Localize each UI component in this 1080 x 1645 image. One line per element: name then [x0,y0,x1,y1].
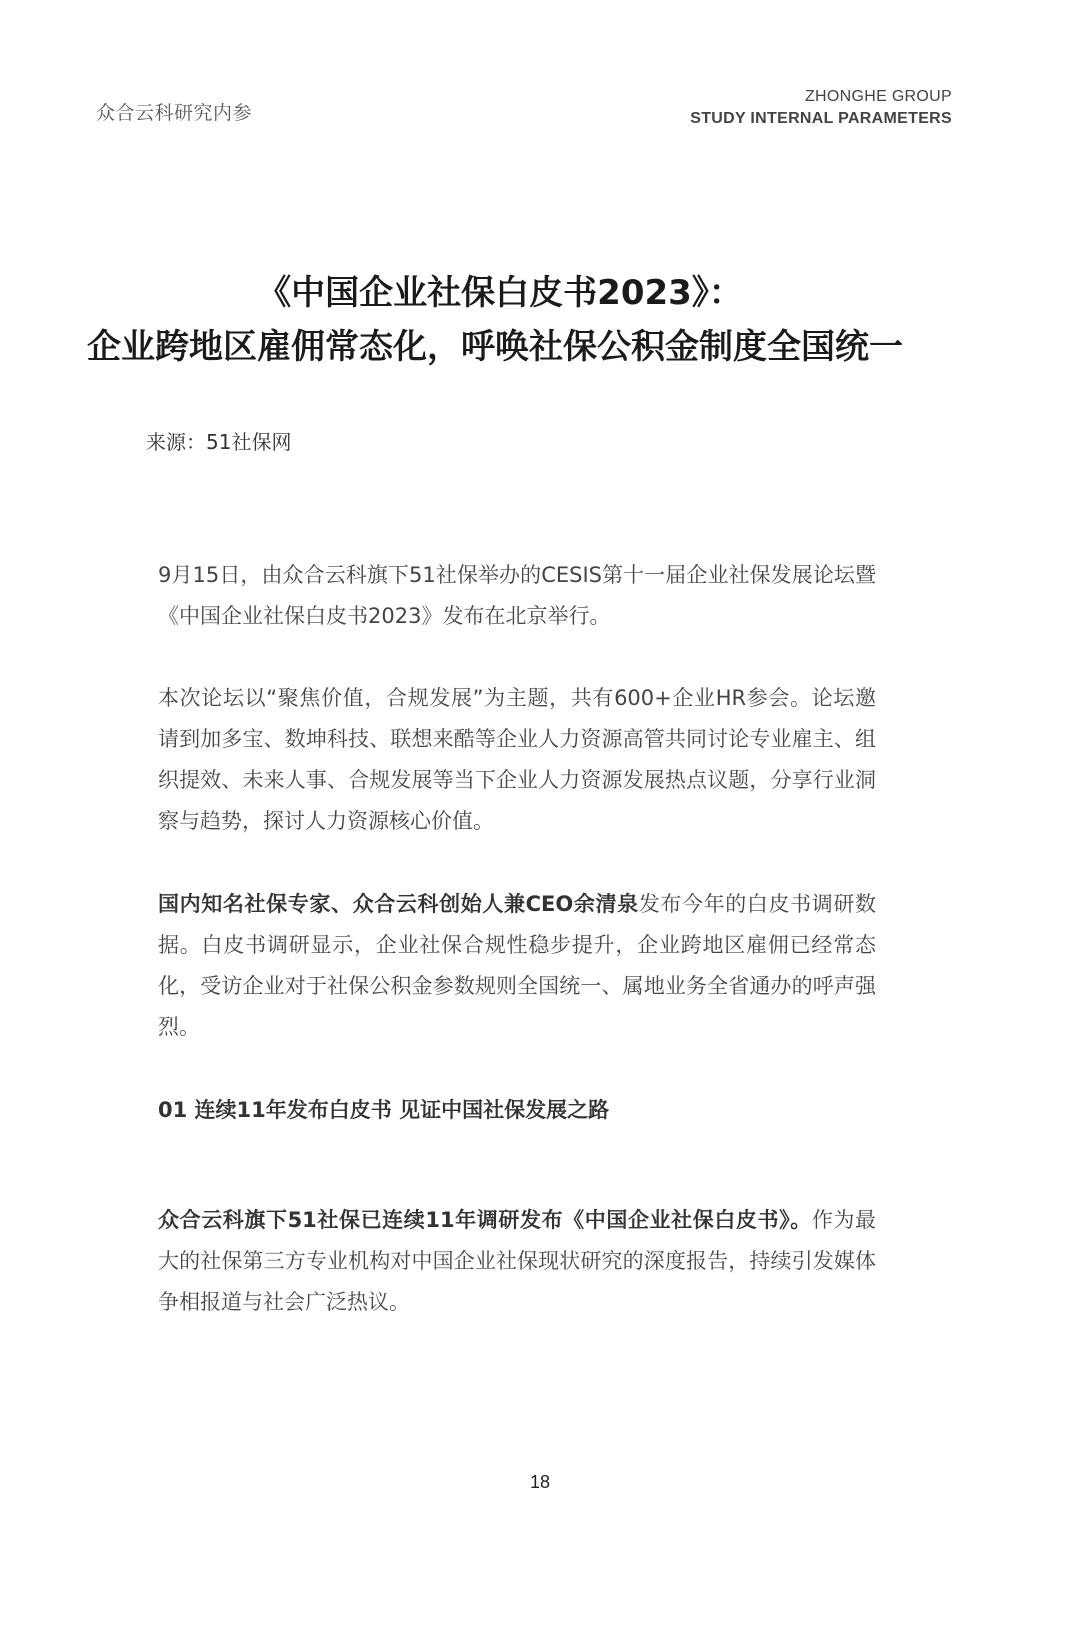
publisher-block [690,86,952,130]
article-paragraph-1 [158,555,876,637]
publication-name: 众合云科研究内参 [96,102,253,124]
article-title-line-2: 企业跨地区雇佣常态化，呼唤社保公积金制度全国统一 [87,327,903,367]
publisher-subtitle: STUDY INTERNAL PARAMETERS [690,110,952,127]
article-paragraph-3 [158,884,876,1048]
paragraph-text: 本次论坛以“聚焦价值，合规发展”为主题，共有600+企业HR参会。论坛邀请到加多宝、数坤科技、联想来酷等企业人力资源高管共同讨论专业雇主、组织提效、未来人事、合规发展等当下企业人力资源发展热点议题，分享行业洞察与趋势，探讨人力资源核心价值。 [158,686,876,833]
paragraph-body: 作为最大的社保第三方专业机构对中国企业社保现状研究的深度报告，持续引发媒体争相报道与社会广泛热议。 [158,1208,877,1314]
paragraph-text: 9月15日，由众合云科旗下51社保举办的CESIS第十一届企业社保发展论坛暨《中国企业社保白皮书2023》发布在北京举行。 [158,563,876,628]
article-title-line-1: 《中国企业社保白皮书2023》： [257,273,743,313]
publisher-name: ZHONGHE GROUP [804,88,952,105]
paragraph-text [158,884,876,1048]
paragraph-bold-lead: 众合云科旗下51社保已连续11年调研发布《中国企业社保白皮书》。 [158,1208,812,1232]
section-heading: 01 连续11年发布白皮书 见证中国社保发展之路 [158,1098,610,1122]
article-paragraph-4 [158,1200,876,1323]
paragraph-bold-lead: 国内知名社保专家、众合云科创始人兼CEO余清泉 [158,892,639,916]
article-paragraph-2 [158,678,876,842]
paragraph-body: 发布今年的白皮书调研数据。白皮书调研显示，企业社保合规性稳步提升，企业跨地区雇佣已经常态化，受访企业对于社保公积金参数规则全国统一、属地业务全省通办的呼声强烈。 [158,892,877,1039]
article-title [0,266,1080,374]
paragraph-text [158,1200,876,1323]
article-source: 来源：51社保网 [146,430,292,454]
page-number: 18 [529,1472,551,1492]
